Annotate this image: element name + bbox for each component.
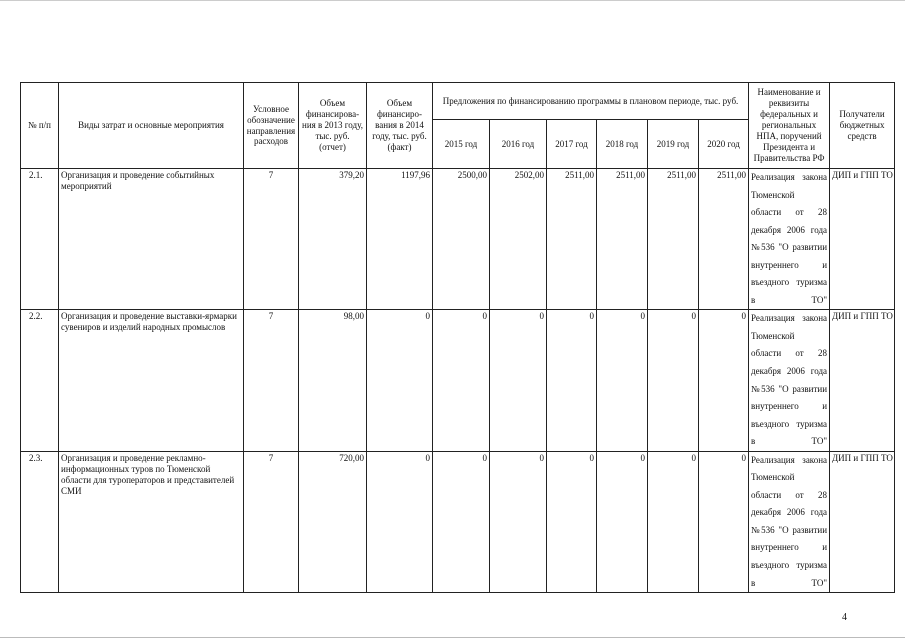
header-year: 2020 год bbox=[699, 120, 749, 169]
recipient-cell: ДИП и ГПП ТО bbox=[830, 451, 895, 592]
npa-cell bbox=[749, 169, 830, 310]
row-number: 2.3. bbox=[21, 451, 59, 592]
value-2018: 2511,00 bbox=[597, 169, 648, 310]
table-row bbox=[21, 169, 895, 310]
npa-line: въездного туризма bbox=[751, 277, 828, 288]
header-year: 2019 год bbox=[648, 120, 699, 169]
npa-line: Реализация закона bbox=[751, 172, 828, 182]
value-2014: 1197,96 bbox=[367, 169, 433, 310]
scan-artifact bbox=[0, 637, 905, 638]
header-num: № п/п bbox=[21, 83, 59, 169]
value-2013: 379,20 bbox=[299, 169, 367, 310]
npa-line: декабря 2006 года bbox=[751, 366, 828, 377]
value-2014: 0 bbox=[367, 451, 433, 592]
npa-line: Реализация закона bbox=[751, 313, 828, 324]
page-number: 4 bbox=[842, 612, 847, 623]
row-code: 7 bbox=[244, 451, 299, 592]
value-2013: 720,00 bbox=[299, 451, 367, 592]
npa-line: декабря 2006 года bbox=[751, 507, 828, 518]
npa-line: №536 "О развитии bbox=[751, 383, 828, 394]
npa-line: внутреннего и bbox=[751, 401, 828, 412]
value-2015: 2500,00 bbox=[433, 169, 490, 310]
header-2014: Объем финансиро-вания в 2014 году, тыс. руб. (факт) bbox=[367, 83, 433, 169]
recipient-cell: ДИП и ГПП ТО bbox=[830, 169, 895, 310]
table-row bbox=[21, 451, 895, 592]
npa-line: декабря 2006 года bbox=[751, 224, 828, 235]
row-name: Организация и проведение выставки-ярмарки сувениров и изделий народных промыслов bbox=[59, 310, 244, 451]
header-year: 2016 год bbox=[490, 120, 547, 169]
npa-line: №536 "О развитии bbox=[751, 242, 828, 253]
scan-artifact bbox=[0, 0, 905, 1]
value-2017: 0 bbox=[547, 310, 597, 451]
header-year: 2018 год bbox=[597, 120, 648, 169]
header-year: 2015 год bbox=[433, 120, 490, 169]
row-code: 7 bbox=[244, 169, 299, 310]
npa-line: Реализация закона bbox=[751, 454, 828, 465]
row-code: 7 bbox=[244, 310, 299, 451]
header-name: Виды затрат и основные мероприятия bbox=[59, 83, 244, 169]
value-2014: 0 bbox=[367, 310, 433, 451]
value-2016: 0 bbox=[490, 310, 547, 451]
value-2015: 0 bbox=[433, 310, 490, 451]
npa-line: внутреннего и bbox=[751, 259, 828, 270]
recipient-cell: ДИП и ГПП ТО bbox=[830, 310, 895, 451]
value-2019: 2511,00 bbox=[648, 169, 699, 310]
value-2016: 2502,00 bbox=[490, 169, 547, 310]
header-year: 2017 год bbox=[547, 120, 597, 169]
npa-line: Тюменской bbox=[751, 472, 795, 483]
npa-line: Тюменской bbox=[751, 330, 795, 341]
header-npa: Наименование и реквизиты федеральных и региональных НПА, поручений Президента и Правительства РФ bbox=[749, 83, 830, 169]
table-row bbox=[21, 310, 895, 451]
value-2018: 0 bbox=[597, 451, 648, 592]
value-2018: 0 bbox=[597, 310, 648, 451]
npa-line: в ТО" bbox=[751, 577, 828, 588]
header-code: Условное обозначение направления расходов bbox=[244, 83, 299, 169]
row-number: 2.1. bbox=[21, 169, 59, 310]
npa-line: области от 28 bbox=[751, 207, 828, 218]
row-number: 2.2. bbox=[21, 310, 59, 451]
value-2017: 0 bbox=[547, 451, 597, 592]
value-2019: 0 bbox=[648, 451, 699, 592]
row-name: Организация и проведение событийных мероприятий bbox=[59, 169, 244, 310]
npa-line: №536 "О развитии bbox=[751, 524, 828, 535]
npa-line: въездного туризма bbox=[751, 560, 828, 571]
header-2013: Объем финансирова-ния в 2013 году, тыс. руб. (отчет) bbox=[299, 83, 367, 169]
npa-line: в ТО" bbox=[751, 436, 828, 447]
npa-line: въездного туризма bbox=[751, 418, 828, 429]
row-name: Организация и проведение рекламно-информационных туров по Тюменской области для туроператоров и представителей СМИ bbox=[59, 451, 244, 592]
npa-line: области от 28 bbox=[751, 348, 828, 359]
npa-cell bbox=[749, 310, 830, 451]
npa-line: внутреннего и bbox=[751, 542, 828, 553]
value-2013: 98,00 bbox=[299, 310, 367, 451]
value-2020: 0 bbox=[699, 310, 749, 451]
npa-line: области от 28 bbox=[751, 489, 828, 500]
value-2020: 2511,00 bbox=[699, 169, 749, 310]
value-2020: 0 bbox=[699, 451, 749, 592]
npa-line: в ТО" bbox=[751, 294, 828, 305]
value-2016: 0 bbox=[490, 451, 547, 592]
value-2019: 0 bbox=[648, 310, 699, 451]
value-2015: 0 bbox=[433, 451, 490, 592]
financing-table bbox=[20, 82, 895, 593]
header-plan: Предложения по финансированию программы в плановом периоде, тыс. руб. bbox=[433, 83, 749, 120]
npa-line: Тюменской bbox=[751, 189, 795, 200]
npa-cell bbox=[749, 451, 830, 592]
value-2017: 2511,00 bbox=[547, 169, 597, 310]
header-recipients: Получатели бюджетных средств bbox=[830, 83, 895, 169]
